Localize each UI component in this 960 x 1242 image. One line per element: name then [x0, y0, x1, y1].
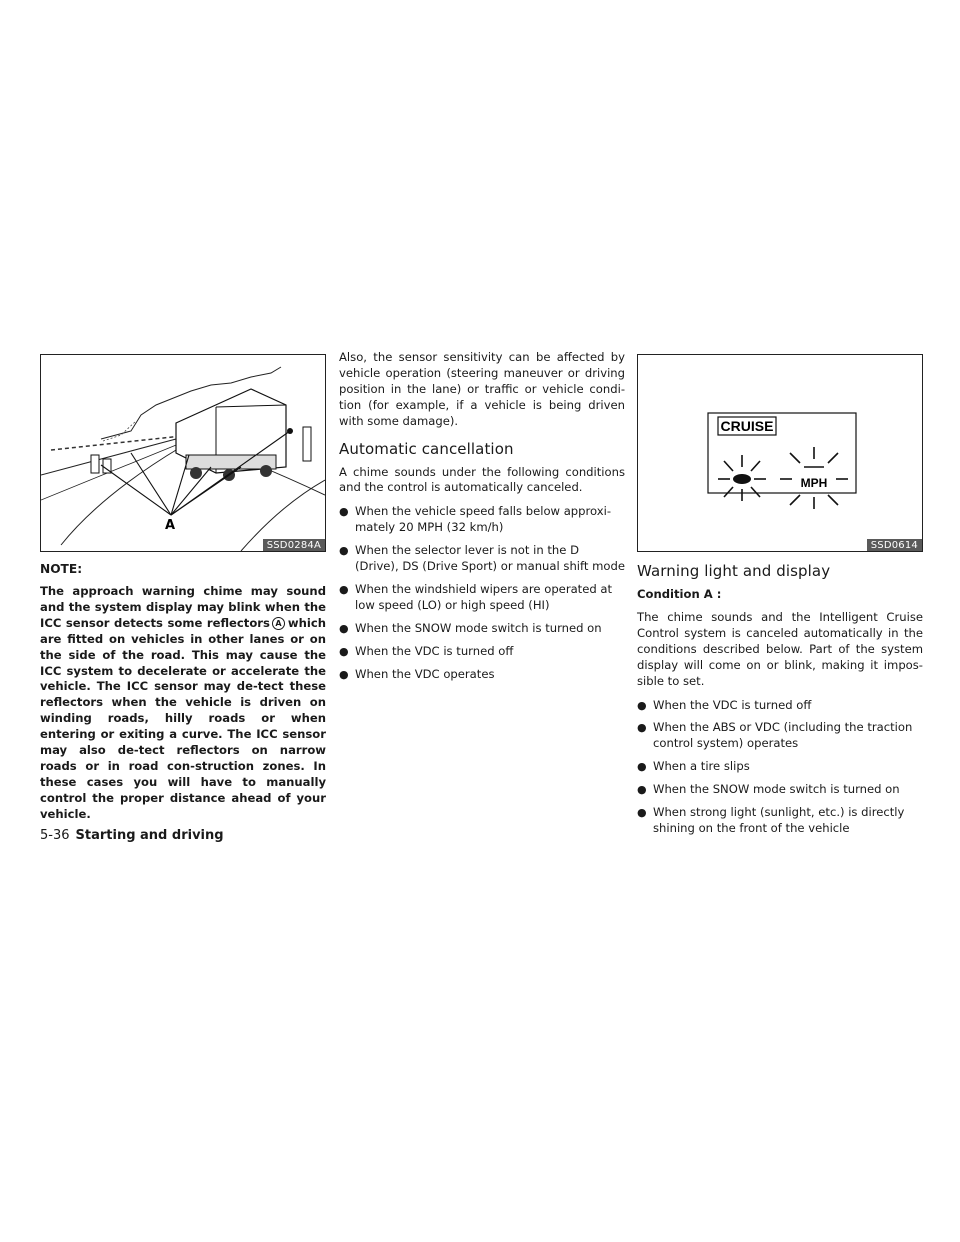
bullet-icon: ● — [339, 644, 349, 658]
note-text-start: The approach warning chime may sound and the system display may blink when the ICC sensor detects some reflectors — [40, 584, 326, 630]
auto-cancel-list — [339, 504, 625, 682]
list-item-text: When a tire slips — [653, 759, 750, 774]
warning-list — [637, 698, 923, 837]
list-item — [339, 543, 625, 575]
page-footer — [40, 828, 224, 843]
list-item — [339, 644, 625, 660]
bullet-icon: ● — [637, 806, 647, 820]
bullet-icon: ● — [339, 505, 349, 519]
list-item — [637, 698, 923, 714]
warning-intro: The chime sounds and the Intelligent Cruise Control system is canceled automatically in the conditions described below. Part of the system display will come on or blink, making it impos-sible to set. — [637, 610, 923, 688]
bullet-icon: ● — [339, 621, 349, 635]
cruise-display-drawing — [638, 355, 922, 551]
auto-cancel-heading: Automatic cancellation — [339, 439, 514, 458]
left-column — [40, 354, 326, 823]
page-number: 5-36 — [40, 828, 70, 843]
auto-cancel-intro: A chime sounds under the following conditions and the control is automatically canceled. — [339, 464, 625, 495]
list-item-text: When the SNOW mode switch is turned on — [653, 782, 900, 797]
list-item-text: When the selector lever is not in the D (Drive), DS (Drive Sport) or manual shift mode — [355, 543, 625, 574]
list-item-text: When the SNOW mode switch is turned on — [355, 620, 602, 635]
list-item — [637, 805, 923, 837]
cruise-text: CRUISE — [720, 418, 774, 434]
list-item-text: When the VDC is turned off — [653, 697, 812, 712]
list-item-text: When the windshield wipers are operated at low speed (LO) or high speed (HI) — [355, 581, 613, 612]
condition-title: Condition A : — [637, 587, 722, 601]
figure-label: SSD0284A — [263, 539, 325, 551]
bullet-icon: ● — [637, 783, 647, 797]
list-item — [637, 720, 923, 752]
mph-text: MPH — [800, 476, 828, 490]
cruise-display-illustration — [637, 354, 923, 552]
reflector-illustration — [40, 354, 326, 552]
callout-letter: A — [165, 518, 176, 533]
list-item — [339, 582, 625, 614]
list-item — [637, 759, 923, 775]
sensitivity-paragraph: Also, the sensor sensitivity can be affected by vehicle operation (steering maneuver or driving position in the lane) or traffic or vehicle condi-tion (for example, if a vehicle is being driven with some damage). — [339, 350, 625, 428]
bullet-icon: ● — [637, 721, 647, 735]
note-body — [40, 584, 326, 823]
note-text-end: which are fitted on vehicles in other lanes or on the side of the road. This may cause the ICC system to decelerate or accelerate the vehicle. The ICC sensor may de-tect these reflectors when the vehicle is driven on winding roads, hilly roads or when entering or exiting a curve. The ICC sensor may also de-tect reflectors on narrow roads or in road con-struction zones. In these cases you will have to manually control the proper distance ahead of your vehicle. — [40, 615, 326, 821]
truck-reflectors-drawing — [41, 355, 325, 551]
figure-label: SSD0614 — [867, 539, 922, 551]
section-title: Starting and driving — [75, 828, 224, 843]
list-item — [339, 667, 625, 683]
list-item-text: When strong light (sunlight, etc.) is directly shining on the front of the vehicle — [653, 805, 905, 835]
callout-a-icon: A — [272, 617, 285, 630]
list-item-text: When the VDC is turned off — [355, 643, 514, 658]
bullet-icon: ● — [339, 582, 349, 596]
list-item — [339, 621, 625, 637]
bullet-icon: ● — [637, 760, 647, 774]
bullet-icon: ● — [339, 544, 349, 558]
middle-column — [339, 350, 625, 690]
right-column — [637, 354, 923, 844]
list-item-text: When the VDC operates — [355, 666, 495, 681]
list-item — [339, 504, 625, 536]
warning-heading: Warning light and display — [637, 562, 831, 580]
bullet-icon: ● — [637, 698, 647, 712]
list-item-text: When the ABS or VDC (including the traction control system) operates — [653, 720, 913, 751]
list-item-text: When the vehicle speed falls below approxi-mately 20 MPH (32 km/h) — [355, 504, 612, 535]
bullet-icon: ● — [339, 667, 349, 681]
note-title: NOTE: — [40, 562, 83, 576]
list-item — [637, 782, 923, 798]
